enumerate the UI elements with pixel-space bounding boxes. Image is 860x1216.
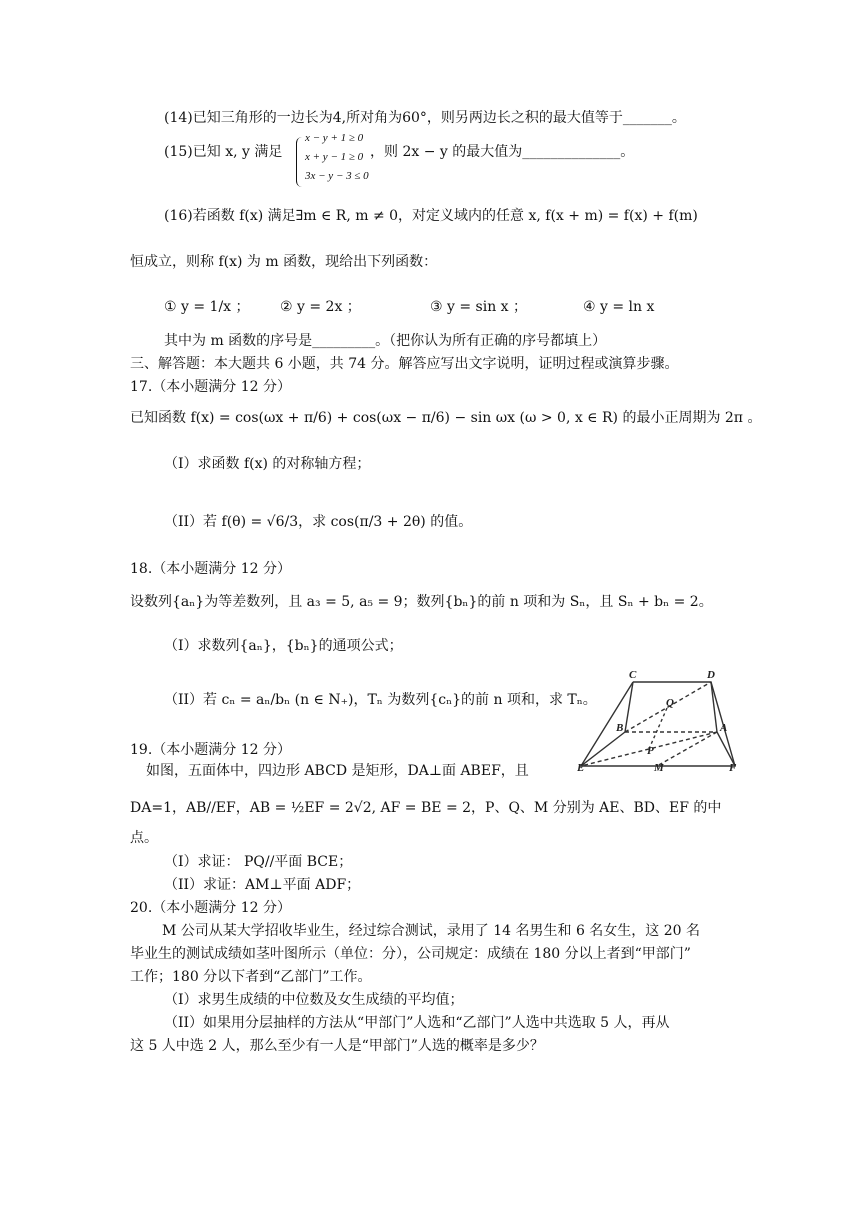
- problem-20-text-2: 毕业生的测试成绩如茎叶图所示（单位：分），公司规定：成绩在 180 分以上者到“甲部门”: [130, 946, 691, 962]
- problem-16-cont: 恒成立，则称 f(x) 为 m 函数，现给出下列函数：: [130, 254, 438, 270]
- edge-pq: [649, 708, 667, 749]
- label-p: P: [647, 745, 654, 757]
- problem-16: (16)若函数 f(x) 满足∃m ∈ R, m ≠ 0，对定义域内的任意 x, f(x + m) = f(x) + f(m): [164, 208, 698, 224]
- problem-19-part-1: （I）求证： PQ//平面 BCE；: [164, 854, 353, 870]
- label-m: M: [654, 762, 664, 772]
- label-d: D: [707, 669, 715, 681]
- option-4: ④ y = ln x: [583, 299, 655, 315]
- problem-17-header: 17.（本小题满分 12 分）: [130, 379, 291, 395]
- edge-da: [711, 682, 717, 732]
- label-b: B: [616, 722, 624, 734]
- problem-20-part-1: （I）求男生成绩的中位数及女生成绩的平均值；: [164, 992, 464, 1008]
- problem-15-question: ，则 2x − y 的最大值为______________。: [370, 144, 635, 160]
- problem-16-question: 其中为 m 函数的序号是_________。（把你认为所有正确的序号都填上）: [164, 333, 607, 349]
- pentahedron-figure: [577, 668, 739, 772]
- problem-20-part-2-cont: 这 5 人中选 2 人，那么至少有一人是“甲部门”人选的概率是多少？: [130, 1038, 544, 1054]
- problem-18-part-1: （I）求数列{aₙ}，{bₙ}的通项公式；: [164, 638, 403, 654]
- problem-20-text-1: M 公司从某大学招收毕业生，经过综合测试，录用了 14 名男生和 6 名女生，这 20 名: [162, 923, 701, 939]
- option-1: ① y = 1/x ；: [164, 299, 250, 315]
- problem-17-part-1: （I）求函数 f(x) 的对称轴方程；: [164, 456, 371, 472]
- constraint-2: x + y − 1 ≥ 0: [305, 151, 364, 163]
- problem-17-part-2: （II）若 f(θ) = √6/3，求 cos(π/3 + 2θ) 的值。: [164, 514, 473, 530]
- problem-14: (14)已知三角形的一边长为4,所对角为60°，则另两边长之积的最大值等于_______。: [164, 110, 686, 126]
- edge-af: [717, 732, 735, 766]
- constraint-1: x − y + 1 ≥ 0: [305, 132, 364, 144]
- section-heading: 三、解答题：本大题共 6 小题，共 74 分。解答应写出文字说明，证明过程或演算步骤。: [130, 356, 679, 372]
- problem-19-text-end: 点。: [130, 830, 158, 846]
- label-a: A: [720, 722, 728, 734]
- problem-15-intro: (15)已知 x, y 满足: [164, 144, 283, 160]
- problem-19-text-cont: DA=1，AB//EF，AB = ½EF = 2√2, AF = BE = 2，P、Q、M 分别为 AE、BD、EF 的中: [130, 800, 722, 816]
- problem-20-text-3: 工作；180 分以下者到“乙部门”工作。: [130, 969, 372, 985]
- problem-20-part-2: （II）如果用分层抽样的方法从“甲部门”人选和“乙部门”人选中共选取 5 人，再从: [164, 1015, 670, 1031]
- problem-19-header: 19.（本小题满分 12 分）: [130, 742, 291, 758]
- brace: [296, 137, 303, 187]
- problem-20-header: 20.（本小题满分 12 分）: [130, 900, 291, 916]
- edge-be: [581, 732, 625, 766]
- problem-18-text: 设数列{aₙ}为等差数列，且 a₃ = 5, a₅ = 9；数列{bₙ}的前 n 项和为 Sₙ，且 Sₙ + bₙ = 2。: [130, 594, 713, 610]
- problem-19-part-2: （II）求证：AM⊥平面 ADF；: [164, 877, 361, 893]
- label-q: Q: [666, 697, 674, 709]
- problem-19-text: 如图，五面体中，四边形 ABCD 是矩形，DA⊥面 ABEF，且: [146, 763, 529, 779]
- label-e: E: [577, 762, 585, 772]
- problem-17-text: 已知函数 f(x) = cos(ωx + π/6) + cos(ωx − π/6) − sin ωx (ω > 0, x ∈ R) 的最小正周期为 2π 。: [130, 410, 762, 426]
- problem-18-part-2: （II）若 cₙ = aₙ/bₙ (n ∈ N₊)，Tₙ 为数列{cₙ}的前 n 项和，求 Tₙ。: [164, 692, 597, 708]
- option-3: ③ y = sin x ；: [430, 299, 528, 315]
- option-2: ② y = 2x ；: [280, 299, 361, 315]
- edge-am: [657, 732, 717, 766]
- label-f: F: [729, 762, 737, 772]
- problem-18-header: 18.（本小题满分 12 分）: [130, 561, 291, 577]
- constraint-3: 3x − y − 3 ≤ 0: [305, 170, 369, 182]
- label-c: C: [629, 669, 637, 681]
